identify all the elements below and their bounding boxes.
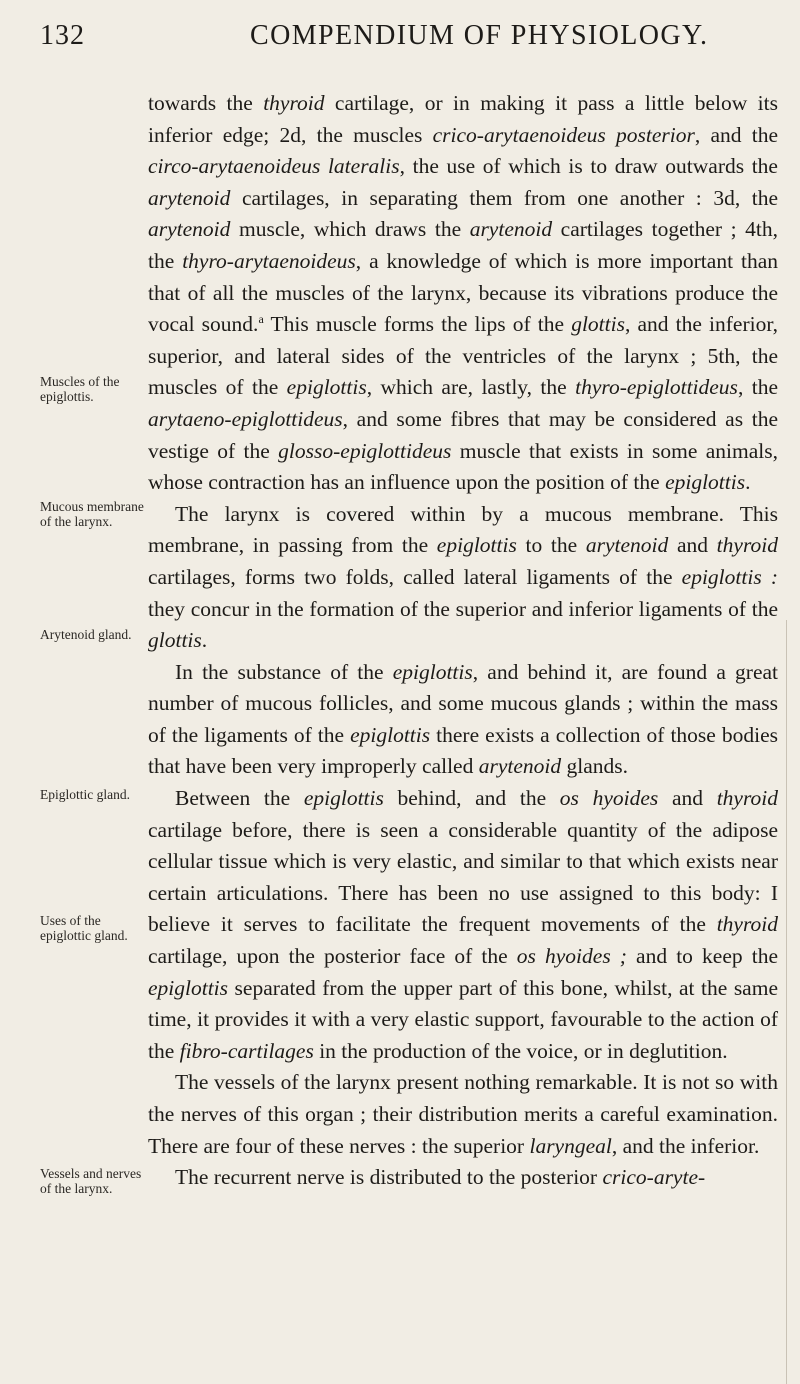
text-run: muscle that exists in some animals, whose contraction has an influence upon the position of the (148, 438, 779, 495)
text-run: glands. (561, 754, 629, 779)
paragraph-epiglottic-gland (148, 783, 778, 1067)
italic-term: epiglottis (303, 786, 384, 811)
text-run: behind, and the (383, 786, 560, 811)
text-run: and (658, 786, 717, 811)
italic-term: thyroid (716, 912, 778, 937)
italic-term: epiglottis : (681, 564, 778, 589)
italic-term: epiglottis (392, 659, 473, 684)
text-run: cartilage, upon the posterior face of the (148, 944, 517, 969)
text-run: The recurrent nerve is distributed to the posterior (175, 1165, 603, 1190)
text-run: cartilages, in separating them from one another : 3d, the (230, 185, 778, 210)
margin-note-epiglottic-gland: Epiglottic gland. (40, 787, 130, 802)
text-run: Between the (175, 786, 304, 811)
text-run: , which are, lastly, the (366, 375, 576, 400)
italic-term: thyroid (263, 91, 325, 115)
text-run: to the (516, 533, 586, 558)
italic-term: os hyoides ; (516, 944, 627, 969)
paragraph-muscles (148, 88, 778, 499)
italic-term: epiglottis (665, 470, 746, 495)
italic-term: arytenoid (469, 217, 553, 242)
text-run: cartilage before, there is seen a considerable quantity of the adipose cellular tissue which is very elastic, and similar to that which exists near certain articulations. There has been no use assigned to this body: I believe it serves to facilitate the frequent movements of the (148, 817, 778, 937)
text-run: , a knowledge of which is more important than that of all the muscles of the larynx, because its vibrations produce the vocal sound. (148, 248, 778, 337)
italic-term: epiglottis (436, 533, 517, 558)
text-run: This muscle forms the lips of the (263, 312, 572, 337)
margin-note-vessels-and-nerves: Vessels and nerves of the larynx. (40, 1166, 142, 1196)
text-run: and to keep the (626, 944, 778, 969)
text-run: there exists a collection of those bodies that have been very improperly called (148, 722, 778, 779)
italic-term: fibro-cartilages (179, 1038, 314, 1063)
text-run: cartilages together ; 4th, the (148, 217, 778, 273)
italic-term: thyro-arytaenoideus (182, 248, 356, 273)
margin-note-mucous-membrane: Mucous membrane of the larynx. (40, 499, 144, 529)
margin-note-uses-of-epiglottic-gland: Uses of the epiglottic gland. (40, 913, 128, 943)
italic-term: arytenoid (478, 754, 562, 779)
text-run: In the substance of the (175, 659, 393, 684)
text-run: cartilages, forms two folds, called lateral ligaments of the (148, 564, 682, 589)
italic-term: thyroid (716, 786, 778, 811)
italic-term: epiglottis (148, 975, 229, 1000)
italic-term: glottis (148, 628, 202, 653)
italic-term: arytenoid (585, 533, 669, 558)
text-run: , and the (694, 122, 778, 147)
text-run: , the use of which is to draw outwards the (399, 154, 778, 179)
running-title: COMPENDIUM OF PHYSIOLOGY. (250, 20, 709, 51)
italic-term: thyroid (716, 533, 778, 558)
italic-term: arytenoid (148, 185, 231, 210)
body-text (148, 88, 778, 1194)
italic-term: epiglottis (350, 722, 431, 747)
text-run: . (201, 628, 208, 653)
paragraph-recurrent-nerve (148, 1162, 778, 1194)
text-run: cartilage, or in making it pass a little below its inferior edge; 2d, the muscles (148, 91, 778, 147)
text-run: The larynx is covered within by a mucous membrane. This membrane, in passing from the (148, 501, 778, 558)
text-run: separated from the upper part of this bone, whilst, at the same time, it provides it with a very elastic support, favourable to the action of the (148, 975, 778, 1063)
italic-term: arytenoid (148, 217, 231, 242)
page-number: 132 (40, 20, 85, 51)
italic-term: os hyoides (559, 786, 659, 811)
paragraph-arytenoid-glands (148, 657, 778, 783)
text-run: , and behind it, are found a great number of mucous follicles, and some mucous glands ; within the mass of the ligaments of the (148, 659, 779, 747)
text-run: , the (737, 375, 778, 400)
paragraph-mucous-membrane (148, 499, 778, 657)
text-run: The vessels of the larynx present nothing remarkable. It is not so with the nerves of this organ ; their distribution merits a careful examination. There are four of these nerves : the superior (148, 1070, 778, 1158)
italic-term: glottis (571, 312, 625, 337)
margin-note-arytenoid-gland: Arytenoid gland. (40, 627, 132, 642)
running-head (0, 20, 800, 60)
paragraph-vessels-and-nerves (148, 1067, 778, 1162)
text-run: , and the inferior. (611, 1133, 760, 1158)
text-run: they concur in the formation of the superior and inferior ligaments of the (148, 596, 778, 621)
text-run: , and some fibres that may be considered as the vestige of the (148, 406, 778, 463)
page-fold-line (786, 620, 787, 1384)
italic-term: circo-arytaenoideus lateralis (148, 154, 400, 179)
text-run: towards the (148, 91, 264, 115)
italic-term: epiglottis (286, 375, 367, 400)
text-run: . (745, 470, 751, 495)
italic-term: thyro-epiglottideus (575, 375, 738, 400)
footnote-marker: a (258, 312, 264, 326)
text-run: , and the inferior, superior, and lateral sides of the ventricles of the larynx ; 5th, the muscles of the (148, 312, 778, 400)
italic-term: crico-arytaenoideus posterior (432, 122, 695, 147)
text-run: in the production of the voice, or in deglutition. (313, 1038, 728, 1063)
italic-term: crico-aryte- (602, 1165, 706, 1190)
text-run: and (668, 533, 717, 558)
italic-term: glosso-epiglottideus (278, 438, 452, 463)
margin-note-muscles-of-epiglottis: Muscles of the epiglottis. (40, 374, 120, 404)
italic-term: arytaeno-epiglottideus (148, 406, 343, 431)
text-run: muscle, which draws the (230, 217, 470, 242)
italic-term: laryngeal (529, 1133, 612, 1158)
